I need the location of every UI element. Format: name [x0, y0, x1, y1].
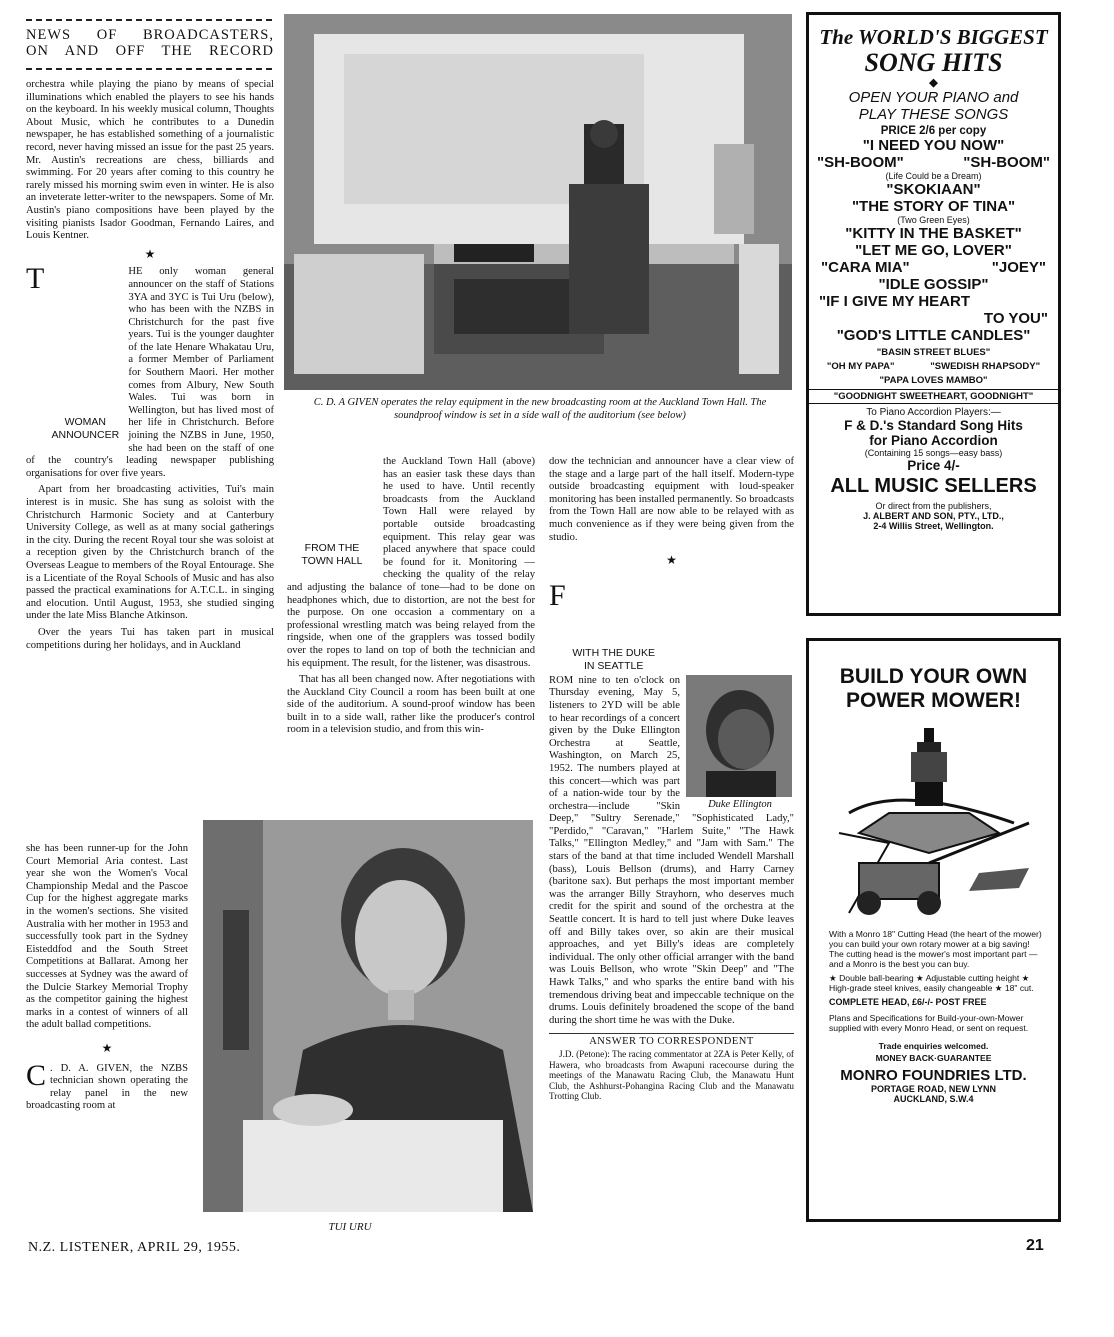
ad-songs-title1: The WORLD'S BIGGEST: [819, 25, 1048, 49]
song-13: "PAPA LOVES MAMBO": [879, 375, 988, 386]
song-2-row: [809, 154, 1058, 171]
star-divider-2: ★: [101, 1040, 113, 1055]
mower-title1: BUILD YOUR OWN: [839, 665, 1028, 688]
song-9a: "IF I GIVE MY HEART: [819, 293, 971, 310]
column-3: [549, 456, 794, 1102]
footer-issue: N.Z. LISTENER, APRIL 29, 1955.: [28, 1240, 241, 1255]
page-number: 21: [1026, 1237, 1044, 1254]
star-divider: ★: [144, 246, 156, 261]
mower-illustration: [829, 723, 1039, 923]
uru-paragraph-1: [26, 262, 274, 480]
song-7-row: [809, 259, 1058, 276]
accordion-intro: To Piano Accordion Players:—: [866, 407, 1001, 418]
header-rule-top: [26, 19, 272, 21]
town-hall-paragraph-1: [287, 456, 535, 670]
photo-relay-room: [284, 14, 792, 390]
song-4: "THE STORY OF TINA": [851, 198, 1016, 215]
dropcap-t: T: [26, 262, 45, 296]
uru-paragraph-3a: Over the years Tui has taken part in musical competitions during her holidays, and in Auckland: [26, 626, 274, 651]
sidebar-duke-line1: WITH THE DUKE: [572, 646, 656, 659]
town-hall-paragraph-2: That has all been changed now. After negotiations with the Auckland City Council a room has been built at one side of the auditorium. A sound-proof window has been built in to a side wall, rather like the producer's control room in a television studio, and from this win-: [287, 674, 535, 736]
ad-song-hits: [806, 12, 1061, 616]
austin-paragraph: orchestra while playing the piano by means of special illuminations which enabled the players to see his hands on the keyboard. In his weekly musical column, Thoughts About Music, which he contributes to a Dunedin newspaper, he has established something of a journalistic record, never having missed an issue for the past 25 years. Mr. Austin's recreations are chess, billiards and swimming. For 20 years after coming to this country he rarely missed his morning swim even in winter. He is also an inveterate letter-writer to the newspapers. Some of Mr. Austin's piano compositions have been played by the visiting pianists Isador Goodman, Fernando Laires, and Louis Kentner.: [26, 79, 274, 242]
sidebar-duke-line2: IN SEATTLE: [584, 659, 644, 672]
mower-body: With a Monro 18" Cutting Head (the heart of the mower) you can build your own rotary mower at a big saving! The cutting head is the mower's most important part — and a Monro is the best you can buy.: [829, 929, 1042, 969]
mower-company: MONRO FOUNDRIES LTD.: [840, 1067, 1027, 1084]
ad-songs-price: PRICE 2/6 per copy: [880, 125, 987, 137]
all-music-sellers: ALL MUSIC SELLERS: [830, 475, 1037, 497]
given-paragraph: [26, 1058, 188, 1113]
ellington-paragraph: [549, 578, 794, 1028]
photo-tui-uru: [203, 820, 533, 1212]
mower-address1: PORTAGE ROAD, NEW LYNN: [870, 1084, 996, 1094]
ellington-text: ROM nine to ten o'clock on Thursday evening, May 5, listeners to 2YD will be able to hear recordings of a concert given by the Duke Ellington Orchestra at Seattle, Washington, on March 25, 1952. The numbers played at this concert—which was part of a nation-wide tour by the orchestra—include "Skin Deep," "Sultry Serenade," "Sophisticated Lady," "Perdido," "Caravan," "Harlem Suite," "The Hawk Talks," "Ellington Medley," and "Jam with Sam." The stars of the band at that time included Wendell Marshall (bass), Louis Bellson (drums), and Harry Carney (baritone sax). But perhaps the most important member was the arranger Billy Strayhorn, who deserves much credit for the spirit and sound of the orchestra at the Seattle concert. It is hard to tell just where Duke leaves off and Billy takes over, so akin are their musical approaches, and yet Billy's ideas are completely individual. The only other official arranger with the band was Louis Bellson, who wrote "Skin Deep" and "The Hawk Talks," and who sparks the entire band with his tremendous driving beat and impeccable technique on the drums. Louis definitely broadened the scope of the band during the short time he was with the Duke.: [549, 674, 794, 1026]
song-4-sub: (Two Green Eyes): [897, 215, 970, 225]
dropcap-c: C: [26, 1058, 47, 1092]
photo-relay-caption: C. D. A GIVEN operates the relay equipment in the new broadcasting room at the Auckland Town Hall. The soundproof window is set in a side wall of the auditorium (see below): [313, 397, 767, 421]
sidebar-woman-line2: ANNOUNCER: [51, 429, 120, 442]
song-12-row: [809, 361, 1058, 372]
mower-complete: COMPLETE HEAD, £6/-/- POST FREE: [829, 997, 987, 1007]
answer-text: J.D. (Petone): The racing commentator at 2ZA is Peter Kelly, of Hawera, who broadcasts from Awapuni racecourse during the meetings of the Manawatu Racing Club, the Manawatu Hunt Club, the Ashhurst-Pohangina Racing Club and the Manawatu Trotting Club.: [549, 1048, 794, 1102]
song-2b: "SH-BOOM": [963, 154, 1050, 171]
photo-relay-room-image: [284, 14, 792, 390]
section-title-line1: NEWS OF BROADCASTERS,: [26, 27, 274, 43]
tui-uru-caption: TUI URU: [328, 1221, 372, 1233]
mower-guarantee: MONEY BACK·GUARANTEE: [875, 1053, 992, 1063]
duke-photo: [686, 675, 792, 797]
song-2-sub: (Life Could be a Dream): [885, 171, 982, 181]
column-2: [287, 456, 535, 741]
mower-plans: Plans and Specifications for Build-your-own-Mower supplied with every Monro Head, or sent on request.: [829, 1013, 1029, 1033]
song-1: "I NEED YOU NOW": [862, 137, 1005, 154]
mower-features: ★ Double ball-bearing ★ Adjustable cutting height ★ High-grade steel knives, easily changeable ★ 18" cut.: [829, 973, 1034, 993]
song-3: "SKOKIAAN": [886, 181, 981, 198]
publisher-line2: 2-4 Willis Street, Wellington.: [873, 521, 994, 531]
answer-heading: ANSWER TO CORRESPONDENT: [589, 1036, 754, 1048]
song-8: "IDLE GOSSIP": [878, 276, 989, 293]
uru-text-1: HE only woman general announcer on the staff of Stations 3YA and 3YC is Tui Uru (below), who has been with the NZBS in Christchurch for the past five years. Tui is the younger daughter of the late Henare Whakatau Uru, a former Member of Parliament for Southern Maori. Her mother comes from Albury, New South Wales. Tui was born in Wellington, but has lived most of her life in Christchurch. Before joining the NZBS in June, 1950, she had been on the staff of one of the country's leading newspaper publishing organisations for over five years.: [26, 266, 274, 479]
ad-songs-title2: SONG HITS: [864, 48, 1003, 77]
duke-photo-block: [686, 675, 794, 812]
mower-trade: Trade enquiries welcomed.: [878, 1041, 989, 1051]
answer-rule: [549, 1033, 794, 1034]
sidebar-town-hall: [287, 542, 377, 568]
duke-caption: Duke Ellington: [708, 798, 772, 810]
song-12a: "OH MY PAPA": [826, 361, 895, 372]
sidebar-town-line1: FROM THE: [304, 542, 360, 554]
accordion-line1: F & D.'s Standard Song Hits: [844, 418, 1023, 433]
song-11: "BASIN STREET BLUES": [876, 347, 991, 358]
sidebar-woman-line1: WOMAN: [64, 416, 107, 429]
section-title-line2: ON AND OFF THE RECORD: [26, 43, 274, 59]
accordion-price: Price 4/-: [907, 458, 960, 473]
town-hall-paragraph-3: dow the technician and announcer have a clear view of the stage and a large part of the hall itself. Modern-type outside broadcasting equipment with loud-speaker monitoring has been installed permanently. So broadcasts from the Town Hall are now able to be relayed with as much convenience as if they were being given from the studio.: [549, 456, 794, 543]
column-1-top: [26, 79, 274, 656]
song-10: "GOD'S LITTLE CANDLES": [836, 327, 1031, 344]
ad-power-mower: [806, 638, 1061, 1222]
duke-photo-image: [686, 675, 792, 797]
song-6: "LET ME GO, LOVER": [855, 242, 1012, 259]
song-7b: "JOEY": [991, 259, 1046, 276]
sidebar-town-line2: TOWN HALL: [301, 555, 363, 567]
dropcap-f: F: [549, 578, 566, 612]
uru-paragraph-3b: she has been runner-up for the John Court Memorial Aria contest. Last year she won the Women's Vocal Championship Medal and the Pascoe Cup for the highest aggregate marks in the women's sections. She visited Australia with her mother in 1953 and successfully took part in the Sydney Eisteddfod and the South Street Competitions at Ballarat. Among her successes at Sydney was the award of the Dulcie Starkey Memorial Trophy as the competitor gaining the highest marks in a contest of winners of all the adult ballad competitions.: [26, 843, 188, 1031]
photo-tui-uru-image: [203, 820, 533, 1212]
town-hall-text-1: the Auckland Town Hall (above) has an easier task these days than he used to have. Until recently broadcasts from the Auckland Town Hall were relayed by portable outside broadcasting equipment. This relay gear was placed anywhere that space could be found for it. Monitoring — checking the quality of the relay and adjusting the balance of tone—had to be done on headphones which, due to distortion, are not the best for the purpose. On one occasion a commentary on a professional wrestling match was being relayed from the ringside, when one of the grapplers was tossed bodily over the ropes to land on top of both the technician and his equipment. The result, for the listener, was disastrous.: [287, 456, 535, 669]
section-title: [26, 27, 274, 59]
song-5: "KITTY IN THE BASKET": [845, 225, 1022, 242]
uru-paragraph-2: Apart from her broadcasting activities, Tui's main interest is in music. She has sung as soloist with the Christchurch Harmonic Society and at Canterbury University College, as well as at many social gatherings in the city. During the recent Royal tour she was soloist at a reception given by the Christchurch branch of the Overseas League to members of the Royal Entourage. She is a Licentiate of the Royal Schools of Music and has also passed the practical examinations for A.T.C.L. in singing and elocution. Until August, 1953, she studied singing under the late Miss Blanche Atkinson.: [26, 484, 274, 622]
song-9b: TO YOU": [983, 310, 1048, 327]
mower-title2: POWER MOWER!: [846, 689, 1021, 712]
accordion-line2: for Piano Accordion: [869, 433, 998, 448]
column-1-narrow: [26, 843, 188, 1117]
ad-songs-open2: PLAY THESE SONGS: [858, 106, 1009, 123]
star-divider-3: ★: [666, 553, 677, 568]
song-12b: "SWEDISH RHAPSODY": [930, 361, 1041, 372]
mower-icon: [829, 723, 1039, 923]
song-2a: "SH-BOOM": [817, 154, 904, 171]
header-rule-bottom: [26, 68, 272, 70]
given-text: . D. A. GIVEN, the NZBS technician shown operating the relay panel in the new broadcasting room at: [26, 1062, 188, 1112]
diamond-icon: ◆: [929, 77, 938, 89]
sidebar-woman-announcer: [48, 416, 122, 442]
publisher-line1: J. ALBERT AND SON, PTY., LTD.,: [863, 511, 1004, 521]
accordion-sub: (Containing 15 songs—easy bass): [864, 448, 1003, 458]
direct-publishers: Or direct from the publishers,: [875, 501, 992, 511]
song-7a: "CARA MIA": [821, 259, 910, 276]
sidebar-duke: [570, 647, 658, 673]
song-14: "GOODNIGHT SWEETHEART, GOODNIGHT": [809, 389, 1058, 404]
ad-songs-open1: OPEN YOUR PIANO and: [848, 89, 1019, 106]
mower-address2: AUCKLAND, S.W.4: [893, 1094, 974, 1104]
